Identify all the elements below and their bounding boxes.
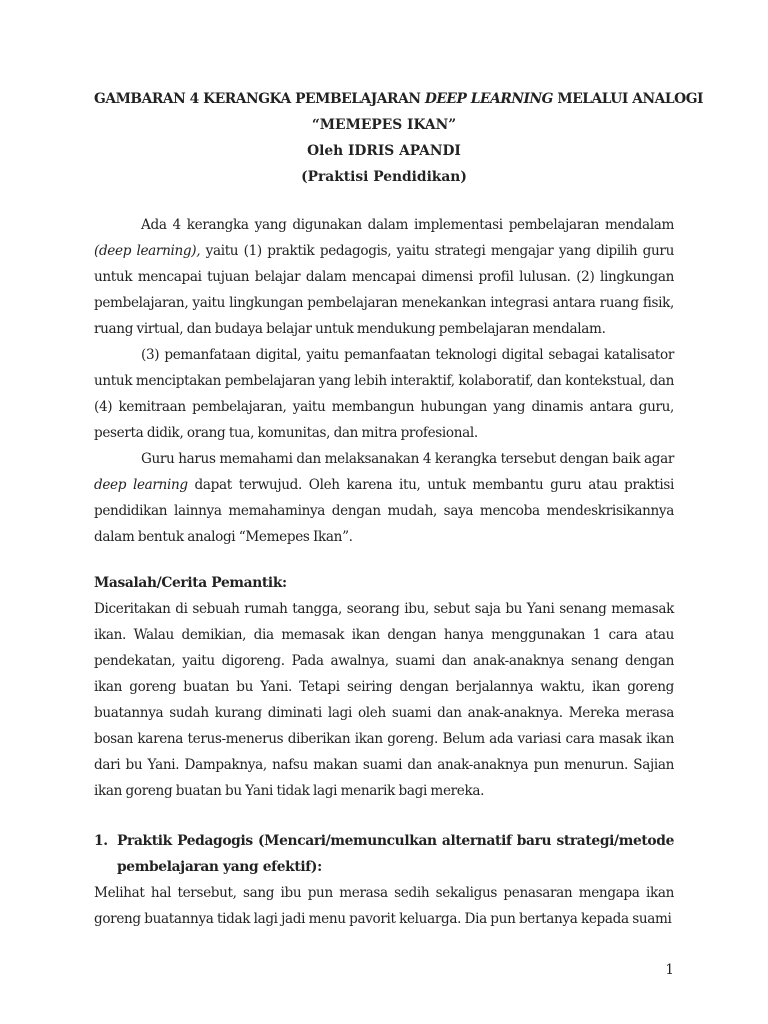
section-1-paragraph: Melihat hal tersebut, sang ibu pun merasa sedih sekaligus penasaran mengapa ikan goreng buatannya tidak lagi jadi menu pavorit keluarga. Dia pun bertanya kepada suami (94, 885, 674, 927)
section-1-heading (94, 828, 674, 880)
page-number: 1 (665, 962, 674, 978)
intro-paragraph-2: (3) pemanfataan digital, yaitu pemanfaatan teknologi digital sebagai katalisator untuk menciptakan pembelajaran yang lebih interaktif, kolaboratif, dan kontekstual, dan (4) kemitraan pembelajaran, yaitu membangun hubungan yang dinamis antara guru, peserta didik, orang tua, komunitas, dan mitra profesional. (94, 347, 674, 441)
intro-p3-suffix: dapat terwujud. Oleh karena itu, untuk membantu guru atau praktisi pendidikan lainnya memahaminya dengan mudah, saya mencoba mendeskrisikannya dalam bentuk analogi “Memepes Ikan”. (94, 477, 674, 545)
author-line: Oleh IDRIS APANDI (307, 143, 461, 159)
intro-p1-italic: (deep learning), (94, 243, 201, 259)
title-text-italic: DEEP LEARNING (424, 91, 554, 107)
intro-p1-suffix: yaitu (1) praktik pedagogis, yaitu strategi mengajar yang dipilih guru untuk mencapai tujuan belajar dalam mencapai dimensi profil lulusan. (2) lingkungan pembelajaran, yaitu lingkungan pembelajaran menekankan integrasi antara ruang fisik, ruang virtual, dan budaya belajar untuk mendukung pembelajaran mendalam. (94, 243, 674, 337)
document-title (94, 86, 704, 190)
intro-paragraph-1 (94, 212, 674, 342)
section-1-number: 1. (94, 833, 108, 849)
intro-p3-prefix: Guru harus memahami dan melaksanakan 4 kerangka tersebut dengan baik agar (141, 451, 674, 467)
section-1-heading-text: Praktik Pedagogis (Mencari/memunculkan alternatif baru strategi/metode pembelajaran yang efektif): (117, 833, 674, 875)
intro-p3-italic: deep learning (94, 477, 188, 493)
affiliation-line: (Praktisi Pendidikan) (301, 169, 467, 185)
problem-section (94, 596, 674, 804)
title-line-1 (94, 86, 704, 112)
intro-section (94, 212, 674, 550)
title-text-prefix: GAMBARAN 4 KERANGKA PEMBELAJARAN (94, 91, 425, 107)
section-1-body (94, 880, 674, 932)
title-line-2: “MEMEPES IKAN” (311, 117, 457, 133)
intro-p1-prefix: Ada 4 kerangka yang digunakan dalam implementasi pembelajaran mendalam (141, 217, 674, 233)
problem-heading: Masalah/Cerita Pemantik: (94, 575, 287, 591)
title-text-suffix: MELALUI ANALOGI (553, 91, 704, 107)
intro-paragraph-3 (94, 446, 674, 550)
problem-paragraph: Diceritakan di sebuah rumah tangga, seorang ibu, sebut saja bu Yani senang memasak ikan. Walau demikian, dia memasak ikan dengan hanya menggunakan 1 cara atau pendekatan, yaitu digoreng. Pada awalnya, suami dan anak-anaknya senang dengan ikan goreng buatan bu Yani. Tetapi seiring dengan berjalannya waktu, ikan goreng buatannya sudah kurang diminati lagi oleh suami dan anak-anaknya. Mereka merasa bosan karena terus-menerus diberikan ikan goreng. Belum ada variasi cara masak ikan dari bu Yani. Dampaknya, nafsu makan suami dan anak-anaknya pun menurun. Sajian ikan goreng buatan bu Yani tidak lagi menarik bagi mereka. (94, 601, 674, 799)
